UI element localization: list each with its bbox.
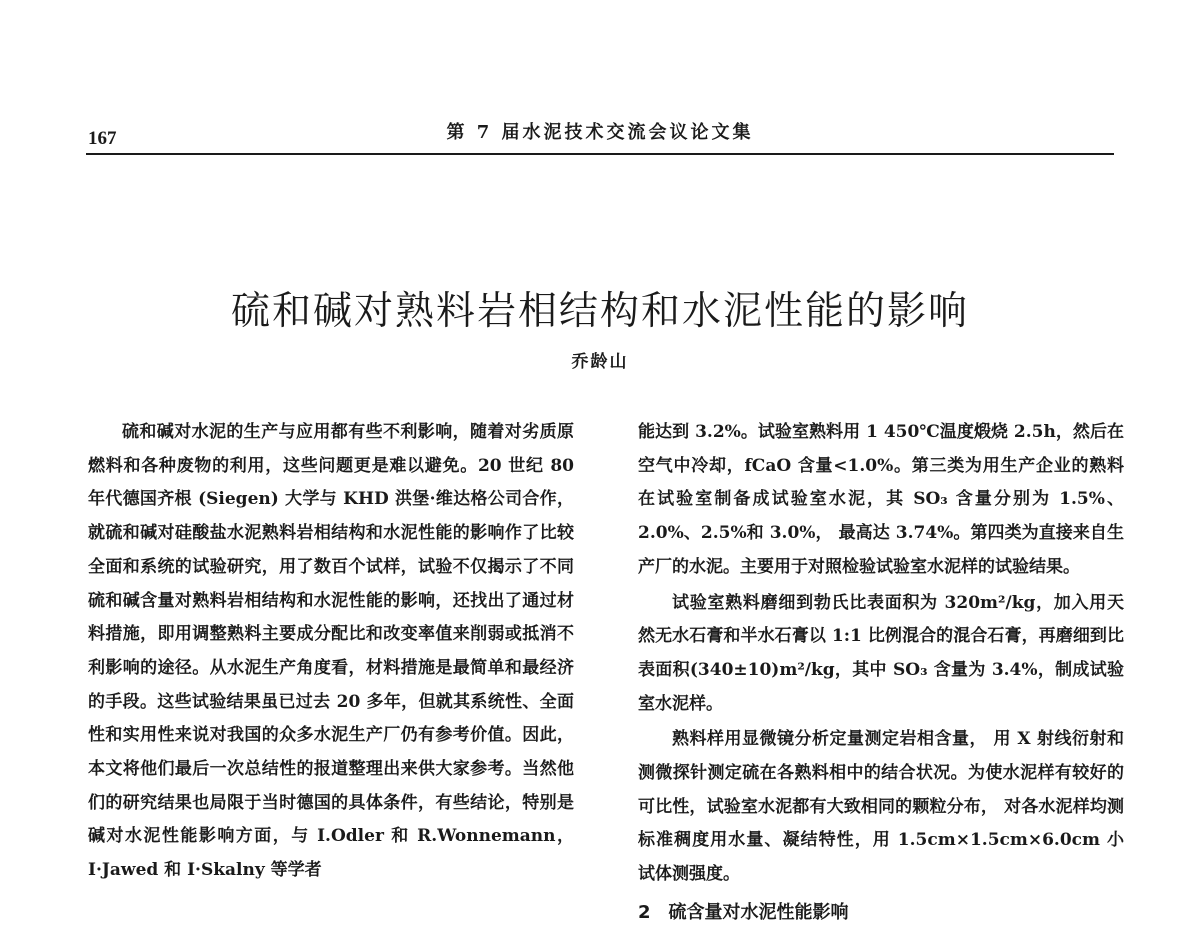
body-paragraph: 硫和碱对水泥的生产与应用都有些不利影响，随着对劣质原燃料和各种废物的利用，这些问题更是难以避免。20 世纪 80 年代德国齐根 (Siegen) 大学与 KHD 洪堡·维达格公司合作，就硫和碱对硅酸盐水泥熟料岩相结构和水泥性能的影响作了比较全面和系统的试验研究，用了数百个试样，试验不仅揭示了不同硫和碱含量对熟料岩相结构和水泥性能的影响，还找出了通过材料措施，即用调整熟料主要成分配比和改变率值来削弱或抵消不利影响的途径。从水泥生产角度看，材料措施是最简单和最经济的手段。这些试验结果虽已过去 20 多年，但就其系统性、全面性和实用性来说对我国的众多水泥生产厂仍有参考价值。因此，本文将他们最后一次总结性的报道整理出来供大家参考。当然他们的研究结果也局限于当时德国的具体条件，有些结论，特别是碱对水泥性能影响方面，与 I.Odler 和 R.Wonnemann，I·Jawed 和 I·Skalny 等学者 (88, 422, 574, 881)
right-column (638, 416, 1124, 930)
section-heading (638, 896, 1124, 930)
body-paragraph: 试验室熟料磨细到勃氏比表面积为 320m²/kg，加入用天然无水石膏和半水石膏以 1:1 比例混合的混合石膏，再磨细到比表面积(340±10)m²/kg，其中 SO₃ 含量为 3.4%，制成试验室水泥样。 (638, 592, 1124, 714)
header-rule (86, 153, 1114, 155)
section-number: 2 (638, 901, 651, 923)
author-name: 乔龄山 (571, 352, 629, 372)
article-title: 硫和碱对熟料岩相结构和水泥性能的影响 (230, 289, 969, 335)
section-title: 硫含量对水泥性能影响 (668, 901, 849, 923)
page-number: 167 (88, 128, 117, 149)
left-column (88, 416, 574, 888)
body-paragraph: 熟料样用显微镜分析定量测定岩相含量， 用 X 射线衍射和测微探针测定硫在各熟料相中的结合状况。为使水泥样有较好的可比性，试验室水泥都有大致相同的颗粒分布， 对各水泥样均测标准稠度用水量、凝结特性，用 1.5cm×1.5cm×6.0cm 小试体测强度。 (638, 729, 1124, 885)
running-header: 第 7 届水泥技术交流会议论文集 (446, 122, 754, 143)
body-paragraph: 能达到 3.2%。试验室熟料用 1 450℃温度煅烧 2.5h，然后在空气中冷却，fCaO 含量<1.0%。第三类为用生产企业的熟料在试验室制备成试验室水泥，其 SO₃ 含量分别为 1.5%、2.0%、2.5%和 3.0%， 最高达 3.74%。第四类为直接来自生产厂的水泥。主要用于对照检验试验室水泥样的试验结果。 (638, 422, 1124, 577)
